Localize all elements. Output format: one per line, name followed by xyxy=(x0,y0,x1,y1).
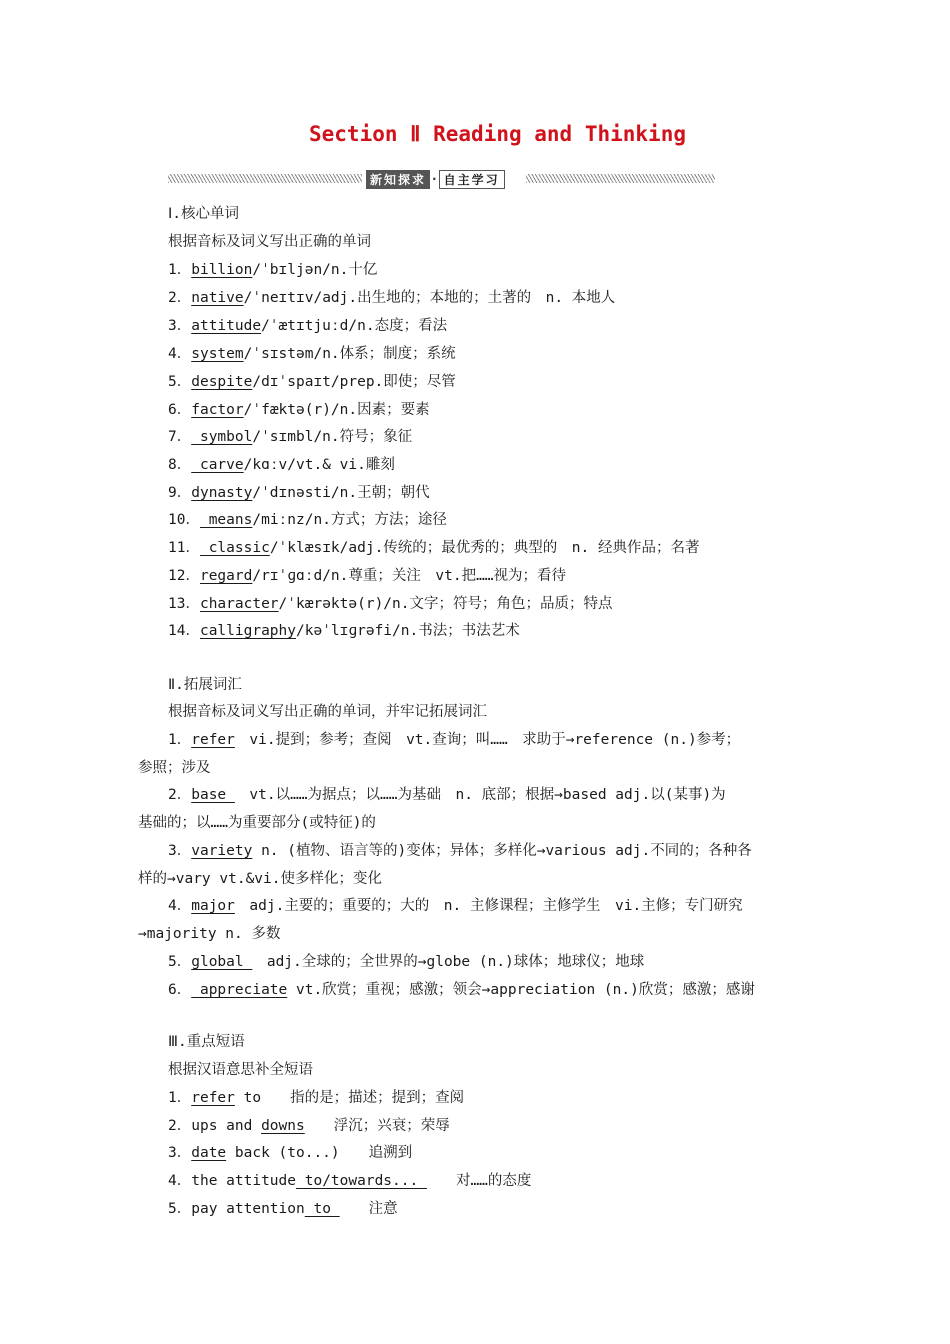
banner-badge xyxy=(366,170,505,188)
vocab-item xyxy=(168,483,430,503)
answer-word: downs xyxy=(261,1118,305,1134)
answer-word: variety xyxy=(191,843,253,859)
answer-word: system xyxy=(191,346,244,362)
item-definition: /kɑːv/vt.& vi.雕刻 xyxy=(243,457,395,473)
item-definition: /kəˈlɪɡrəfi/n.书法；书法艺术 xyxy=(296,623,520,639)
item-continuation: 样的→vary vt.&vi.使多样化；变化 xyxy=(138,871,382,887)
item-number: 2． xyxy=(168,787,192,803)
item-definition: /dɪˈspaɪt/prep.即使；尽管 xyxy=(252,374,456,390)
answer-word: factor xyxy=(191,402,244,418)
phrase-meaning: to 指的是；描述；提到；查阅 xyxy=(234,1090,465,1106)
section-instruction: 根据音标及词义写出正确的单词 xyxy=(168,234,371,250)
item-definition: /rɪˈɡɑːd/n.尊重；关注 vt.把……视为；看待 xyxy=(252,568,567,584)
phrase-meaning: 对……的态度 xyxy=(426,1173,532,1189)
phrase-item xyxy=(168,1143,412,1163)
vocab-item xyxy=(168,730,740,750)
vocab-item xyxy=(168,980,755,1000)
answer-word: classic xyxy=(199,540,270,556)
item-definition: /ˈdɪnəsti/n.王朝；朝代 xyxy=(252,485,430,501)
item-number: 4． xyxy=(168,346,192,362)
item-number: 1． xyxy=(168,262,192,278)
phrase-prefix: the attitude xyxy=(191,1173,296,1189)
vocab-item xyxy=(168,621,520,641)
vocab-item xyxy=(168,288,615,308)
item-number: 10． xyxy=(168,512,200,528)
banner-label-right: 自主学习 xyxy=(439,170,505,189)
phrase-meaning: 浮沉；兴衰；荣辱 xyxy=(304,1118,450,1134)
vocab-item xyxy=(168,344,456,364)
item-definition: /ˈbɪljən/n.十亿 xyxy=(252,262,378,278)
banner-label-left: 新知探求 xyxy=(366,170,430,189)
item-number: 1． xyxy=(168,1090,192,1106)
vocab-item xyxy=(168,400,430,420)
phrase-prefix: ups and xyxy=(191,1118,262,1134)
section-heading: Ⅲ.重点短语 xyxy=(168,1034,245,1050)
vocab-item xyxy=(168,316,447,336)
vocab-item xyxy=(168,785,726,805)
vocab-item xyxy=(168,952,644,972)
item-definition: /ˈsɪmbl/n.符号；象征 xyxy=(252,429,413,445)
item-continuation: 基础的；以……为重要部分(或特征)的 xyxy=(138,815,376,831)
answer-word: dynasty xyxy=(191,485,253,501)
section-instruction: 根据音标及词义写出正确的单词，并牢记拓展词汇 xyxy=(168,704,487,720)
section-heading: Ⅰ.核心单词 xyxy=(168,206,240,222)
item-number: 12． xyxy=(168,568,200,584)
item-definition: vt.以……为据点；以……为基础 n. 底部；根据→based adj.以(某事)为 xyxy=(234,787,726,803)
item-definition: /ˈkærəktə(r)/n.文字；符号；角色；品质；特点 xyxy=(278,596,613,612)
item-number: 2． xyxy=(168,1118,192,1134)
item-definition: adj.主要的；重要的；大的 n. 主修课程；主修学生 vi.主修；专门研究 xyxy=(234,898,743,914)
answer-word: despite xyxy=(191,374,253,390)
section-heading: Ⅱ.拓展词汇 xyxy=(168,677,242,693)
answer-word: native xyxy=(191,290,244,306)
vocab-item xyxy=(168,372,456,392)
item-definition: adj.全球的；全世界的→globe (n.)球体；地球仪；地球 xyxy=(252,954,645,970)
answer-word: character xyxy=(199,596,279,612)
item-number: 8． xyxy=(168,457,192,473)
banner-separator: · xyxy=(432,172,437,186)
answer-word: means xyxy=(199,512,253,528)
item-number: 5． xyxy=(168,954,192,970)
item-number: 6． xyxy=(168,402,192,418)
phrase-meaning: back (to...) 追溯到 xyxy=(226,1145,413,1161)
vocab-item xyxy=(168,260,377,280)
banner-hatch-left xyxy=(168,174,362,183)
item-number: 3． xyxy=(168,843,192,859)
vocab-item xyxy=(168,841,752,861)
vocab-item xyxy=(168,538,700,558)
item-number: 7． xyxy=(168,429,192,445)
answer-word: date xyxy=(191,1145,227,1161)
vocab-item xyxy=(168,455,395,475)
item-number: 11． xyxy=(168,540,200,556)
item-number: 13． xyxy=(168,596,200,612)
answer-word: attitude xyxy=(191,318,262,334)
answer-word: symbol xyxy=(191,429,253,445)
vocab-item xyxy=(168,594,613,614)
answer-word: calligraphy xyxy=(199,623,296,639)
vocab-item xyxy=(168,510,447,530)
section-banner xyxy=(168,170,715,188)
item-definition: /ˈneɪtɪv/adj.出生地的；本地的；土著的 n. 本地人 xyxy=(243,290,616,306)
phrase-item xyxy=(168,1088,464,1108)
item-definition: /ˈsɪstəm/n.体系；制度；系统 xyxy=(243,346,456,362)
phrase-meaning: 注意 xyxy=(339,1201,398,1217)
item-number: 6． xyxy=(168,982,192,998)
item-number: 4． xyxy=(168,898,192,914)
item-number: 5． xyxy=(168,1201,192,1217)
item-definition: n. (植物、语言等的)变体；异体；多样化→various adj.不同的；各种各 xyxy=(252,843,752,859)
item-number: 9． xyxy=(168,485,192,501)
item-definition: vt.欣赏；重视；感激；领会→appreciation (n.)欣赏；感激；感谢 xyxy=(287,982,755,998)
answer-word: appreciate xyxy=(191,982,288,998)
banner-hatch-right xyxy=(526,174,715,183)
item-number: 4． xyxy=(168,1173,192,1189)
answer-word: major xyxy=(191,898,235,914)
phrase-item xyxy=(168,1116,450,1136)
item-definition: /ˈfæktə(r)/n.因素；要素 xyxy=(243,402,430,418)
item-continuation: 参照；涉及 xyxy=(138,760,211,776)
item-number: 3． xyxy=(168,318,192,334)
section-instruction: 根据汉语意思补全短语 xyxy=(168,1062,313,1078)
vocab-item xyxy=(168,566,566,586)
vocab-item xyxy=(168,896,743,916)
answer-word: base xyxy=(191,787,235,803)
answer-word: billion xyxy=(191,262,253,278)
answer-word: refer xyxy=(191,1090,235,1106)
answer-word: to/towards... xyxy=(296,1173,427,1189)
vocab-item xyxy=(168,427,412,447)
answer-word: carve xyxy=(191,457,244,473)
item-definition: /miːnz/n.方式；方法；途径 xyxy=(252,512,447,528)
item-number: 2． xyxy=(168,290,192,306)
answer-word: global xyxy=(191,954,253,970)
phrase-prefix: pay attention xyxy=(191,1201,305,1217)
answer-word: refer xyxy=(191,732,235,748)
item-number: 1． xyxy=(168,732,192,748)
item-definition: /ˈætɪtjuːd/n.态度；看法 xyxy=(261,318,448,334)
item-continuation: →majority n. 多数 xyxy=(138,926,281,942)
phrase-item xyxy=(168,1199,398,1219)
phrase-item xyxy=(168,1171,531,1191)
answer-word: to xyxy=(304,1201,340,1217)
page-title: Section Ⅱ Reading and Thinking xyxy=(309,122,686,146)
item-number: 3． xyxy=(168,1145,192,1161)
item-definition: /ˈklæsɪk/adj.传统的；最优秀的；典型的 n. 经典作品；名著 xyxy=(269,540,700,556)
item-number: 5． xyxy=(168,374,192,390)
answer-word: regard xyxy=(199,568,253,584)
item-definition: vi.提到；参考；查阅 vt.查询；叫…… 求助于→reference (n.)参考； xyxy=(234,732,741,748)
item-number: 14． xyxy=(168,623,200,639)
